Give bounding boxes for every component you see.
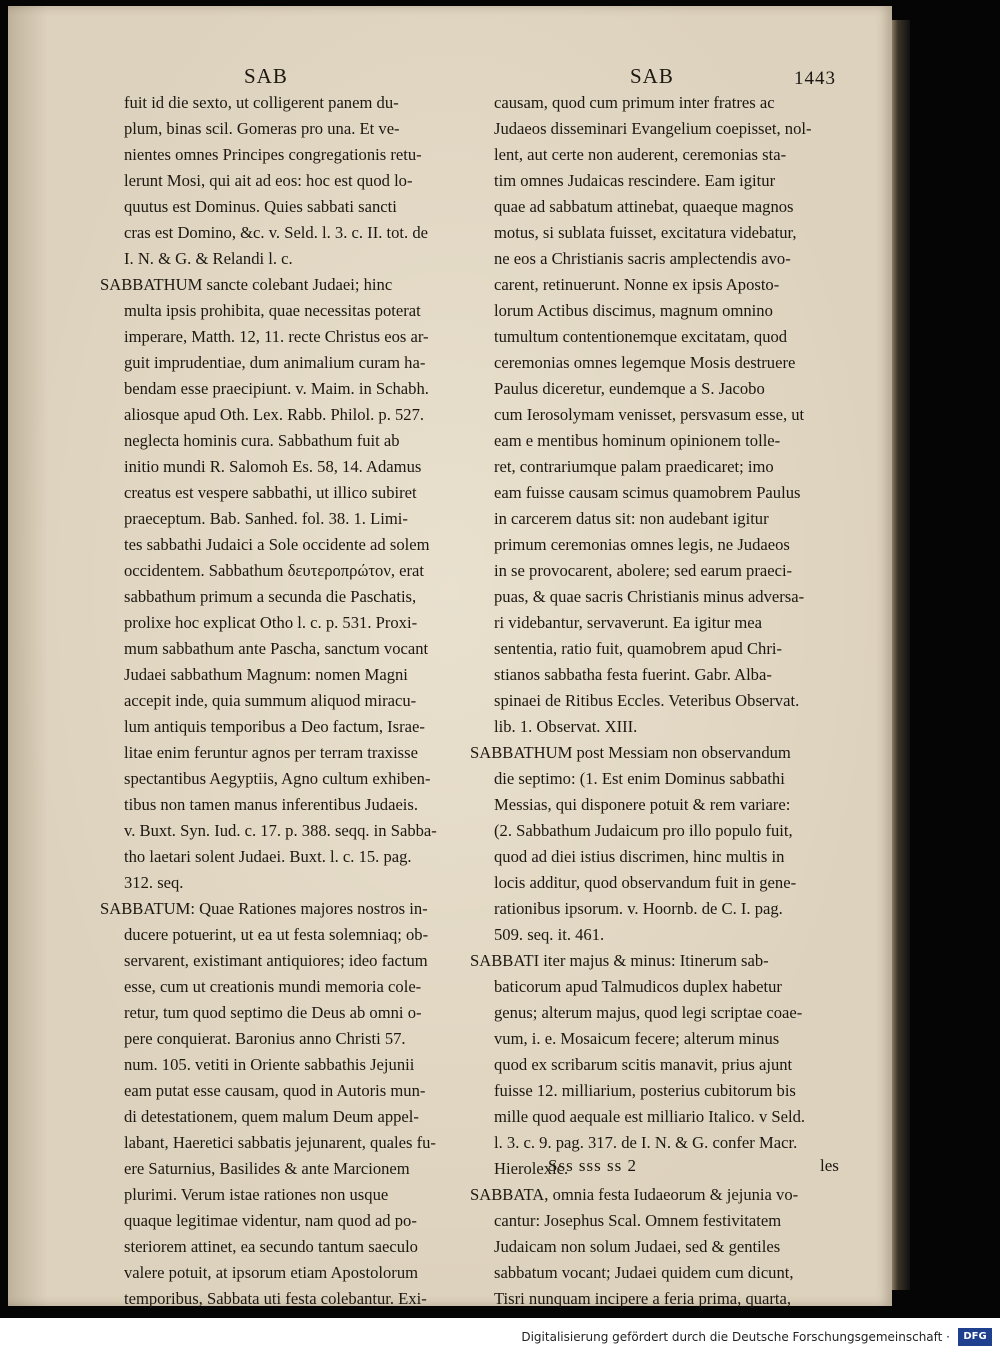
text-line: retur, tum quod septimo die Deus ab omni o-: [124, 1003, 422, 1022]
text-line: rationibus ipsorum. v. Hoornb. de C. I. pag.: [494, 899, 783, 918]
text-line: tes sabbathi Judaici a Sole occidente ad solem: [124, 535, 430, 554]
text-line: Judaeos disseminari Evangelium coepisset, nol-: [494, 119, 812, 138]
text-line: quutus est Dominus. Quies sabbati sancti: [124, 197, 397, 216]
text-line: tibus non tamen manus inferentibus Judaeis.: [124, 795, 419, 814]
text-line: spectantibus Aegyptiis, Agno cultum exhiben-: [124, 769, 431, 788]
text-line: I. N. & G. & Relandi l. c.: [124, 249, 293, 268]
text-line: Hierolexic.: [494, 1159, 569, 1178]
text-line: sabbathum primum a secunda die Paschatis,: [124, 587, 417, 606]
text-line: spinaei de Ritibus Eccles. Veteribus Observat.: [494, 691, 800, 710]
text-line: ducere potuerint, ut ea ut festa solemniaq; ob-: [124, 925, 429, 944]
text-line: SABBATHUM post Messiam non observandum: [470, 743, 791, 762]
text-line: cantur: Josephus Scal. Omnem festivitatem: [494, 1211, 782, 1230]
text-line: prolixe hoc explicat Otho l. c. p. 531. Proxi-: [124, 613, 418, 632]
running-head-left: SAB: [244, 64, 288, 88]
text-line: servarent, existimant antiquiores; ideo factum: [124, 951, 428, 970]
text-line: imperare, Matth. 12, 11. recte Christus eos ar-: [124, 327, 429, 346]
text-line: labant, Haeretici sabbatis jejunarent, quales fu-: [124, 1133, 436, 1152]
text-line: vum, i. e. Mosaicum fecere; alterum minus: [494, 1029, 780, 1048]
right-column: [470, 90, 838, 1338]
text-line: 509. seq. it. 461.: [494, 925, 605, 944]
text-line: motus, si sublata fuisset, excitatura videbatur,: [494, 223, 797, 242]
lexicon-entry: [470, 1182, 838, 1338]
catchword: les: [820, 1156, 839, 1175]
text-line: Messias, qui disponere potuit & rem variare:: [494, 795, 791, 814]
text-line: plurimi. Verum istae rationes non usque: [124, 1185, 389, 1204]
page-edge-shadow: [892, 20, 910, 1290]
text-line: litae enim feruntur agnos per terram traxisse: [124, 743, 418, 762]
text-line: die septimo: (1. Est enim Dominus sabbathi: [494, 769, 785, 788]
text-line: SABBATI iter majus & minus: Itinerum sab-: [470, 951, 769, 970]
text-line: neglecta hominis cura. Sabbathum fuit ab: [124, 431, 400, 450]
text-line: in se provocarent, abolere; sed earum praeci-: [494, 561, 793, 580]
text-line: Paulus diceretur, eundemque a S. Jacobo: [494, 379, 765, 398]
text-line: fuit id die sexto, ut colligerent panem du-: [124, 93, 399, 112]
text-line: valere potuit, at ipsorum etiam Apostolorum: [124, 1263, 419, 1282]
lexicon-entry: [470, 948, 838, 1182]
text-line: lerunt Mosi, qui ait ad eos: hoc est quod lo-: [124, 171, 413, 190]
text-line: in carcerem datus sit: non audebant igitur: [494, 509, 769, 528]
text-line: eam e mentibus hominum opinionem tolle-: [494, 431, 781, 450]
text-line: eam fuisse causam scimus quamobrem Paulus: [494, 483, 801, 502]
text-line: multa ipsis prohibita, quae necessitas poterat: [124, 301, 421, 320]
text-line: nientes omnes Principes congregationis retu-: [124, 145, 422, 164]
text-line: genus; alterum majus, quod legi scriptae coae-: [494, 1003, 803, 1022]
text-line: mum sabbathum ante Pascha, sanctum vocant: [124, 639, 429, 658]
text-line: tumultum contentionemque excitatam, quod: [494, 327, 788, 346]
text-line: ne eos a Christianis sacris amplectendis avo-: [494, 249, 791, 268]
text-line: occidentem. Sabbathum δευτεροπρώτον, erat: [124, 561, 425, 580]
text-line: bendam esse praecipiunt. v. Maim. in Schabh.: [124, 379, 429, 398]
text-line: plum, binas scil. Gomeras pro una. Et ve-: [124, 119, 400, 138]
text-line: (2. Sabbathum Judaicum pro illo populo fuit,: [494, 821, 793, 840]
text-line: baticorum apud Talmudicos duplex habetur: [494, 977, 782, 996]
text-line: ceremonias omnes legemque Mosis destruere: [494, 353, 796, 372]
text-line: ere Saturnius, Basilides & ante Marcionem: [124, 1159, 410, 1178]
signature-mark: Sss sss ss 2: [548, 1156, 638, 1175]
lexicon-entry: [470, 90, 838, 740]
text-line: creatus est vespere sabbathi, ut illico subiret: [124, 483, 417, 502]
text-line: l. 3. c. 9. pag. 317. de I. N. & G. confer Macr.: [494, 1133, 798, 1152]
lexicon-entry: [470, 740, 838, 948]
text-line: quod ad diei istius discrimen, hinc multis in: [494, 847, 785, 866]
text-line: pere conquierat. Baronius anno Christi 57.: [124, 1029, 406, 1048]
text-line: lum antiquis temporibus a Deo factum, Israe-: [124, 717, 425, 736]
text-line: v. Buxt. Syn. Iud. c. 17. p. 388. seqq. in Sabba-: [124, 821, 437, 840]
text-line: di detestationem, quem malum Deum appel-: [124, 1107, 419, 1126]
text-line: aliosque apud Oth. Lex. Rabb. Philol. p. 527.: [124, 405, 425, 424]
page-number: 1443: [794, 68, 836, 89]
text-line: sententia, ratio fuit, quamobrem apud Chri-: [494, 639, 783, 658]
text-line: puas, & quae sacris Christianis minus adversa-: [494, 587, 805, 606]
text-line: Tisri nunquam incipere a feria prima, quarta,: [494, 1289, 792, 1308]
text-line: quod ex scribarum scitis manavit, prius ajunt: [494, 1055, 793, 1074]
running-head-right: SAB: [630, 64, 674, 88]
funding-notice: Digitalisierung gefördert durch die Deutsche Forschungsgemeinschaft ·: [521, 1330, 950, 1344]
text-line: steriorem attinet, ea secundo tantum saeculo: [124, 1237, 418, 1256]
book-page: [8, 6, 892, 1306]
text-line: SABBATHUM sancte colebant Judaei; hinc: [100, 275, 393, 294]
dfg-logo-icon: DFG: [958, 1328, 992, 1346]
text-line: quae ad sabbatum attinebat, quaeque magnos: [494, 197, 794, 216]
text-line: ri videbantur, servaverunt. Ea igitur mea: [494, 613, 762, 632]
text-line: temporibus, Sabbata uti festa colebantur. Exi-: [124, 1289, 427, 1308]
text-line: accepit inde, quia summum aliquod miracu-: [124, 691, 417, 710]
text-line: SABBATA, omnia festa Iudaeorum & jejunia vo-: [470, 1185, 799, 1204]
text-line: initio mundi R. Salomoh Es. 58, 14. Adamus: [124, 457, 422, 476]
text-line: Judaicam non solum Judaei, sed & gentiles: [494, 1237, 781, 1256]
text-line: Judaei sabbathum Magnum: nomen Magni: [124, 665, 408, 684]
text-line: carent, retinuerunt. Nonne ex ipsis Aposto-: [494, 275, 780, 294]
text-line: 312. seq.: [124, 873, 184, 892]
text-line: eam putat esse causam, quod in Autoris mun-: [124, 1081, 426, 1100]
text-line: cum Ierosolymam venisset, persvasum esse, ut: [494, 405, 805, 424]
text-line: cras est Domino, &c. v. Seld. l. 3. c. II. tot. de: [124, 223, 429, 242]
text-line: mille quod aequale est milliario Italico. v Seld.: [494, 1107, 806, 1126]
footer-bar: [0, 1318, 1000, 1358]
text-line: fuisse 12. milliarium, posterius cubitorum bis: [494, 1081, 796, 1100]
text-line: num. 105. vetiti in Oriente sabbathis Jejunii: [124, 1055, 415, 1074]
text-line: tim omnes Judaicas rescindere. Eam igitur: [494, 171, 776, 190]
text-line: lent, aut certe non auderent, ceremonias sta-: [494, 145, 787, 164]
text-line: sabbatum vocant; Judaei quidem cum dicunt,: [494, 1263, 794, 1282]
text-line: quaque legitimae videntur, nam quod ad po-: [124, 1211, 417, 1230]
text-line: tho laetari solent Judaei. Buxt. l. c. 15. pag.: [124, 847, 412, 866]
text-line: praeceptum. Bab. Sanhed. fol. 38. 1. Limi-: [124, 509, 408, 528]
text-line: primum ceremonias omnes legis, ne Judaeos: [494, 535, 790, 554]
lexicon-entry: [100, 272, 468, 896]
text-line: esse, cum ut creationis mundi memoria cole-: [124, 977, 422, 996]
text-line: locis additur, quod observandum fuit in gene-: [494, 873, 797, 892]
text-line: ret, contrariumque palam praedicaret; imo: [494, 457, 774, 476]
left-column: [100, 90, 468, 1338]
text-line: guit imprudentiae, dum animalium curam ha-: [124, 353, 426, 372]
text-line: lorum Actibus discimus, magnum omnino: [494, 301, 773, 320]
lexicon-entry: [100, 90, 468, 272]
lexicon-entry: [100, 896, 468, 1338]
text-line: SABBATUM: Quae Rationes majores nostros in-: [100, 899, 428, 918]
text-line: lib. 1. Observat. XIII.: [494, 717, 638, 736]
text-line: causam, quod cum primum inter fratres ac: [494, 93, 775, 112]
text-line: stianos sabbatha festa fuerint. Gabr. Alba-: [494, 665, 772, 684]
